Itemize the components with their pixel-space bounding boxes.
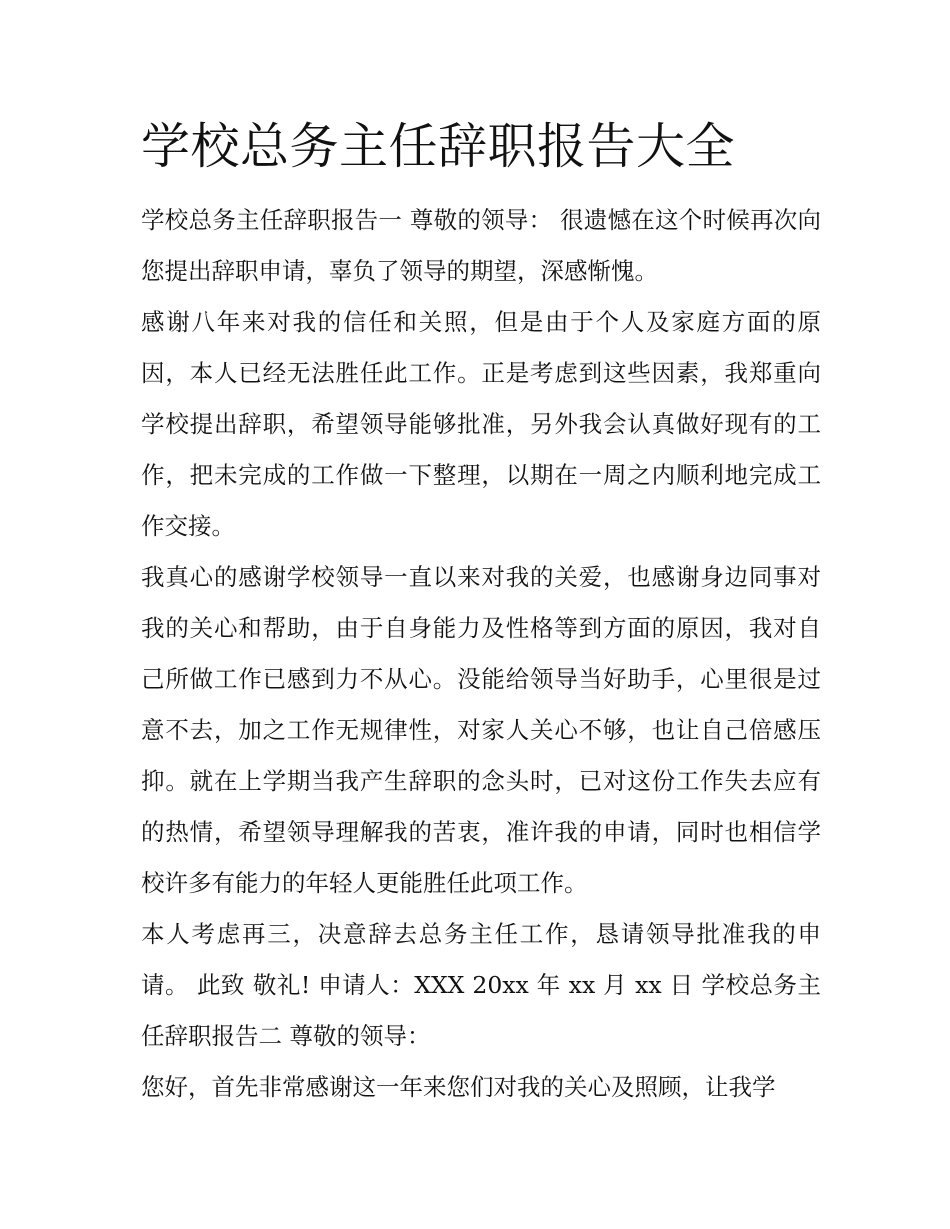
document-body [141,112,821,1113]
document-title: 学校总务主任辞职报告大全 [141,118,736,175]
paragraph-1: 学校总务主任辞职报告一 尊敬的领导： 很遗憾在这个时候再次向您提出辞职申请，辜负了领导的期望，深感惭愧。 [141,206,821,285]
paragraph-2: 感谢八年来对我的信任和关照，但是由于个人及家庭方面的原因，本人已经无法胜任此工作。正是考虑到这些因素，我郑重向学校提出辞职，希望领导能够批准，另外我会认真做好现有的工作，把未完成的工作做一下整理，以期在一周之内顺利地完成工作交接。 [141,308,821,540]
paragraph-3: 我真心的感谢学校领导一直以来对我的关爱，也感谢身边同事对我的关心和帮助，由于自身能力及性格等到方面的原因，我对自己所做工作已感到力不从心。没能给领导当好助手，心里很是过意不去，加之工作无规律性，对家人关心不够，也让自己倍感压抑。就在上学期当我产生辞职的念头时，已对这份工作失去应有的热情，希望领导理解我的苦衷，准许我的申请，同时也相信学校许多有能力的年轻人更能胜任此项工作。 [141,563,821,897]
paragraph-4: 本人考虑再三，决意辞去总务主任工作，恳请领导批准我的申请。 此致 敬礼! 申请人：XXX 20xx 年 xx 月 xx 日 学校总务主任辞职报告二 尊敬的领导： [141,920,821,1050]
paragraph-5: 您好，首先非常感谢这一年来您们对我的关心及照顾，让我学 [141,1073,776,1101]
